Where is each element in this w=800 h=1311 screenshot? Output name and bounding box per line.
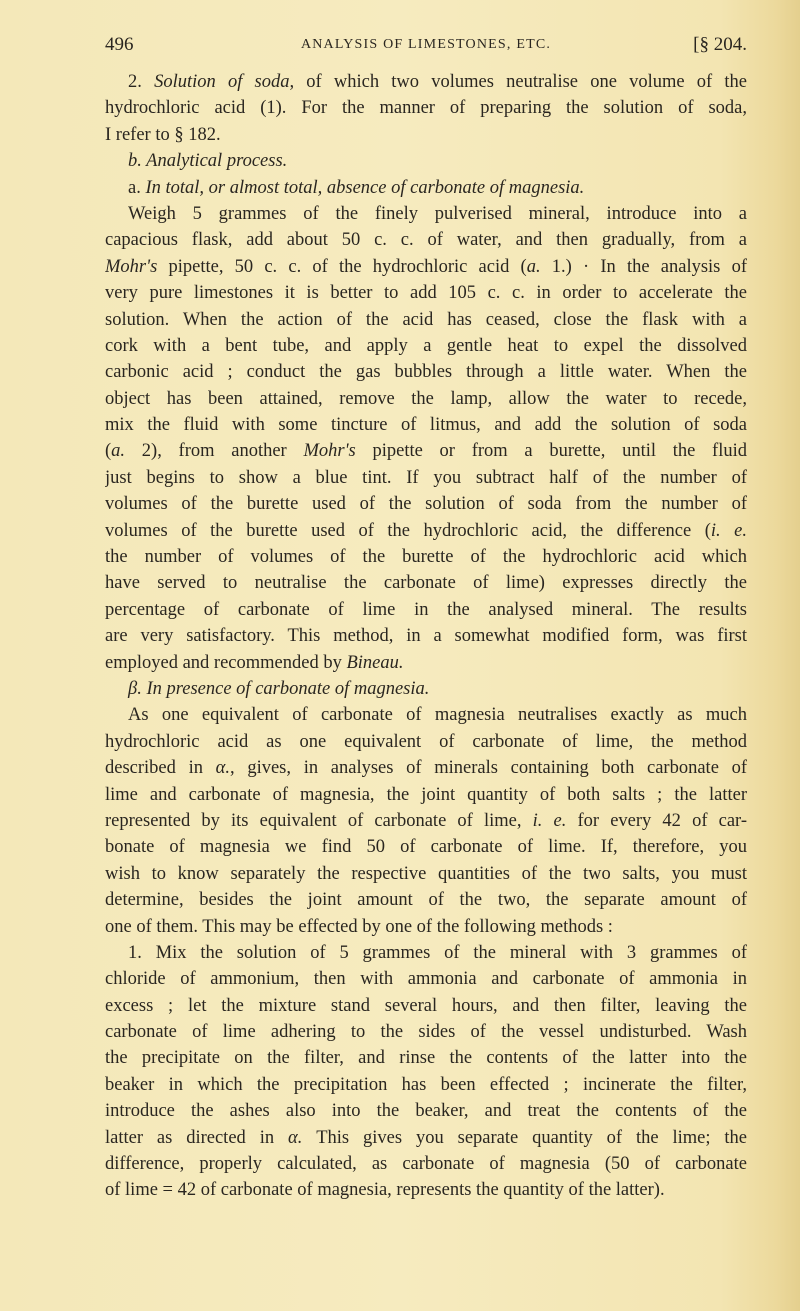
text-run: have served to neutralise the carbonate of lime) expresses directly the <box>105 573 747 594</box>
text-run: described in <box>105 758 216 779</box>
italic-text-run: Mohr's <box>303 441 356 462</box>
text-run: one of them. This may be effected by one of the following methods : <box>105 916 613 937</box>
text-line <box>105 1177 747 1203</box>
text-run: the precipitate on the filter, and rinse the contents of the latter into the <box>105 1048 747 1069</box>
text-line <box>105 887 747 913</box>
text-line <box>105 597 747 623</box>
text-run: I refer to § 182. <box>105 124 221 145</box>
text-run: percentage of carbonate of lime in the analysed mineral. The results <box>105 599 747 620</box>
text-run: capacious flask, add about 50 c. c. of water, and then gradually, from a <box>105 230 747 251</box>
text-line <box>105 307 747 333</box>
text-run: of which two volumes neutralise one volume of the <box>294 72 747 92</box>
text-run: represented by its equivalent of carbonate of lime, <box>105 810 533 831</box>
text-line <box>105 1019 747 1045</box>
italic-text-run: Mohr's <box>105 256 158 277</box>
text-line <box>105 570 747 596</box>
text-line <box>105 1125 747 1151</box>
italic-text-run: i. e. <box>710 520 747 541</box>
text-line <box>105 148 747 174</box>
italic-text-run: b. Analytical process. <box>128 151 288 172</box>
text-run: employed and recommended by <box>105 652 347 673</box>
text-run: the number of volumes of the burette of the hydrochloric acid which <box>105 547 747 568</box>
text-run: As one equivalent of carbonate of magnesia neutralises exactly as much <box>128 705 747 726</box>
italic-text-run: a. <box>526 256 541 277</box>
italic-text-run: In total, or almost total, absence of carbonate of magnesia. <box>145 177 585 198</box>
text-run: Weigh 5 grammes of the finely pulverised mineral, introduce into a <box>128 203 747 224</box>
text-run: difference, properly calculated, as carbonate of magnesia (50 of carbonate <box>105 1154 747 1175</box>
paragraph <box>105 175 747 201</box>
text-run: mix the fluid with some tincture of litmus, and add the solution of soda <box>105 415 747 436</box>
text-line <box>105 1072 747 1098</box>
text-run: , gives, in analyses of minerals containing both carbonate of <box>230 758 747 779</box>
italic-text-run: α. <box>215 758 231 779</box>
text-run: pipette or from a burette, until the fluid <box>355 441 747 462</box>
italic-text-run: β. In presence of carbonate of magnesia. <box>128 678 430 699</box>
text-line <box>105 782 747 808</box>
text-line <box>105 993 747 1019</box>
text-run: object has been attained, remove the lamp, allow the water to recede, <box>105 388 747 409</box>
text-run: excess ; let the mixture stand several hours, and then filter, leaving the <box>105 995 747 1016</box>
text-line <box>105 676 747 702</box>
text-run: 1. Mix the solution of 5 grammes of the mineral with 3 grammes of <box>128 942 747 963</box>
text-run: for every 42 of car- <box>566 810 747 831</box>
text-run: ( <box>105 441 112 462</box>
text-run: hydrochloric acid (1). For the manner of preparing the solution of soda, <box>105 98 747 119</box>
text-line <box>105 650 747 676</box>
text-run: are very satisfactory. This method, in a somewhat modified form, was first <box>105 626 747 647</box>
italic-text-run: α. <box>287 1127 303 1148</box>
paragraph <box>105 702 747 940</box>
text-line <box>105 755 747 781</box>
paragraph <box>105 201 747 676</box>
text-run: introduce the ashes also into the beaker, and treat the contents of the <box>105 1101 747 1122</box>
text-run: bonate of magnesia we find 50 of carbonate of lime. If, therefore, you <box>105 837 747 858</box>
text-run: carbonate of lime adhering to the sides of the vessel undisturbed. Wash <box>105 1022 747 1043</box>
text-line <box>105 1098 747 1124</box>
text-line <box>105 95 747 121</box>
text-line <box>105 1045 747 1071</box>
page-header <box>105 34 747 60</box>
text-line <box>105 359 747 385</box>
text-line <box>105 808 747 834</box>
text-line <box>105 438 747 464</box>
text-run: very pure limestones it is better to add 105 c. c. in order to accelerate the <box>105 283 747 304</box>
text-line <box>105 729 747 755</box>
paragraph <box>105 940 747 1204</box>
text-line <box>105 227 747 253</box>
text-run: 1.) · In the analysis of <box>540 256 747 277</box>
italic-text-run: a. <box>111 441 126 462</box>
text-run: wish to know separately the respective quantities of the two salts, you must <box>105 863 747 884</box>
text-run: cork with a bent tube, and apply a gentle heat to expel the dissolved <box>105 335 747 356</box>
text-line <box>105 518 747 544</box>
text-line <box>105 280 747 306</box>
page-number: 496 <box>105 34 134 55</box>
text-run: 2), from another <box>125 441 304 462</box>
text-run: carbonic acid ; conduct the gas bubbles through a little water. When the <box>105 362 747 383</box>
text-run: pipette, 50 c. c. of the hydrochloric acid ( <box>157 256 527 277</box>
text-line <box>105 940 747 966</box>
text-run: lime and carbonate of magnesia, the joint quantity of both salts ; the latter <box>105 784 747 805</box>
italic-text-run: i. e. <box>532 810 567 831</box>
text-line <box>105 122 747 148</box>
text-line <box>105 914 747 940</box>
text-run: hydrochloric acid as one equivalent of carbonate of lime, the method <box>105 731 747 752</box>
page-body <box>105 69 747 1204</box>
text-line <box>105 1151 747 1177</box>
text-line <box>105 544 747 570</box>
text-line <box>105 386 747 412</box>
text-line <box>105 966 747 992</box>
paragraph <box>105 148 747 174</box>
text-line <box>105 175 747 201</box>
text-run: determine, besides the joint amount of the two, the separate amount of <box>105 890 747 911</box>
italic-text-run: Bineau. <box>346 652 404 673</box>
text-line <box>105 702 747 728</box>
text-line <box>105 201 747 227</box>
text-run: beaker in which the precipitation has been effected ; incinerate the filter, <box>105 1074 747 1095</box>
section-number: [§ 204. <box>693 34 747 55</box>
text-line <box>105 69 747 95</box>
italic-text-run: Solution of soda, <box>154 72 295 92</box>
text-run: volumes of the burette used of the hydrochloric acid, the difference ( <box>105 520 711 541</box>
text-run: chloride of ammonium, then with ammonia and carbonate of ammonia in <box>105 969 747 990</box>
running-head: ANALYSIS OF LIMESTONES, ETC. <box>300 37 552 52</box>
text-line <box>105 333 747 359</box>
text-line <box>105 491 747 517</box>
text-run: This gives you separate quantity of the lime; the <box>302 1127 747 1148</box>
text-line <box>105 861 747 887</box>
text-line <box>105 254 747 280</box>
text-run: volumes of the burette used of the solution of soda from the number of <box>105 494 747 515</box>
text-line <box>105 465 747 491</box>
paragraph <box>105 69 747 148</box>
text-run: 2. <box>128 72 155 92</box>
text-line <box>105 623 747 649</box>
text-run: solution. When the action of the acid has ceased, close the flask with a <box>105 309 747 330</box>
text-line <box>105 834 747 860</box>
text-run: latter as directed in <box>105 1127 288 1148</box>
paragraph <box>105 676 747 702</box>
text-run: just begins to show a blue tint. If you subtract half of the number of <box>105 467 747 488</box>
text-line <box>105 412 747 438</box>
text-run: of lime = 42 of carbonate of magnesia, represents the quantity of the latter). <box>105 1180 665 1201</box>
text-run: a. <box>128 177 146 198</box>
